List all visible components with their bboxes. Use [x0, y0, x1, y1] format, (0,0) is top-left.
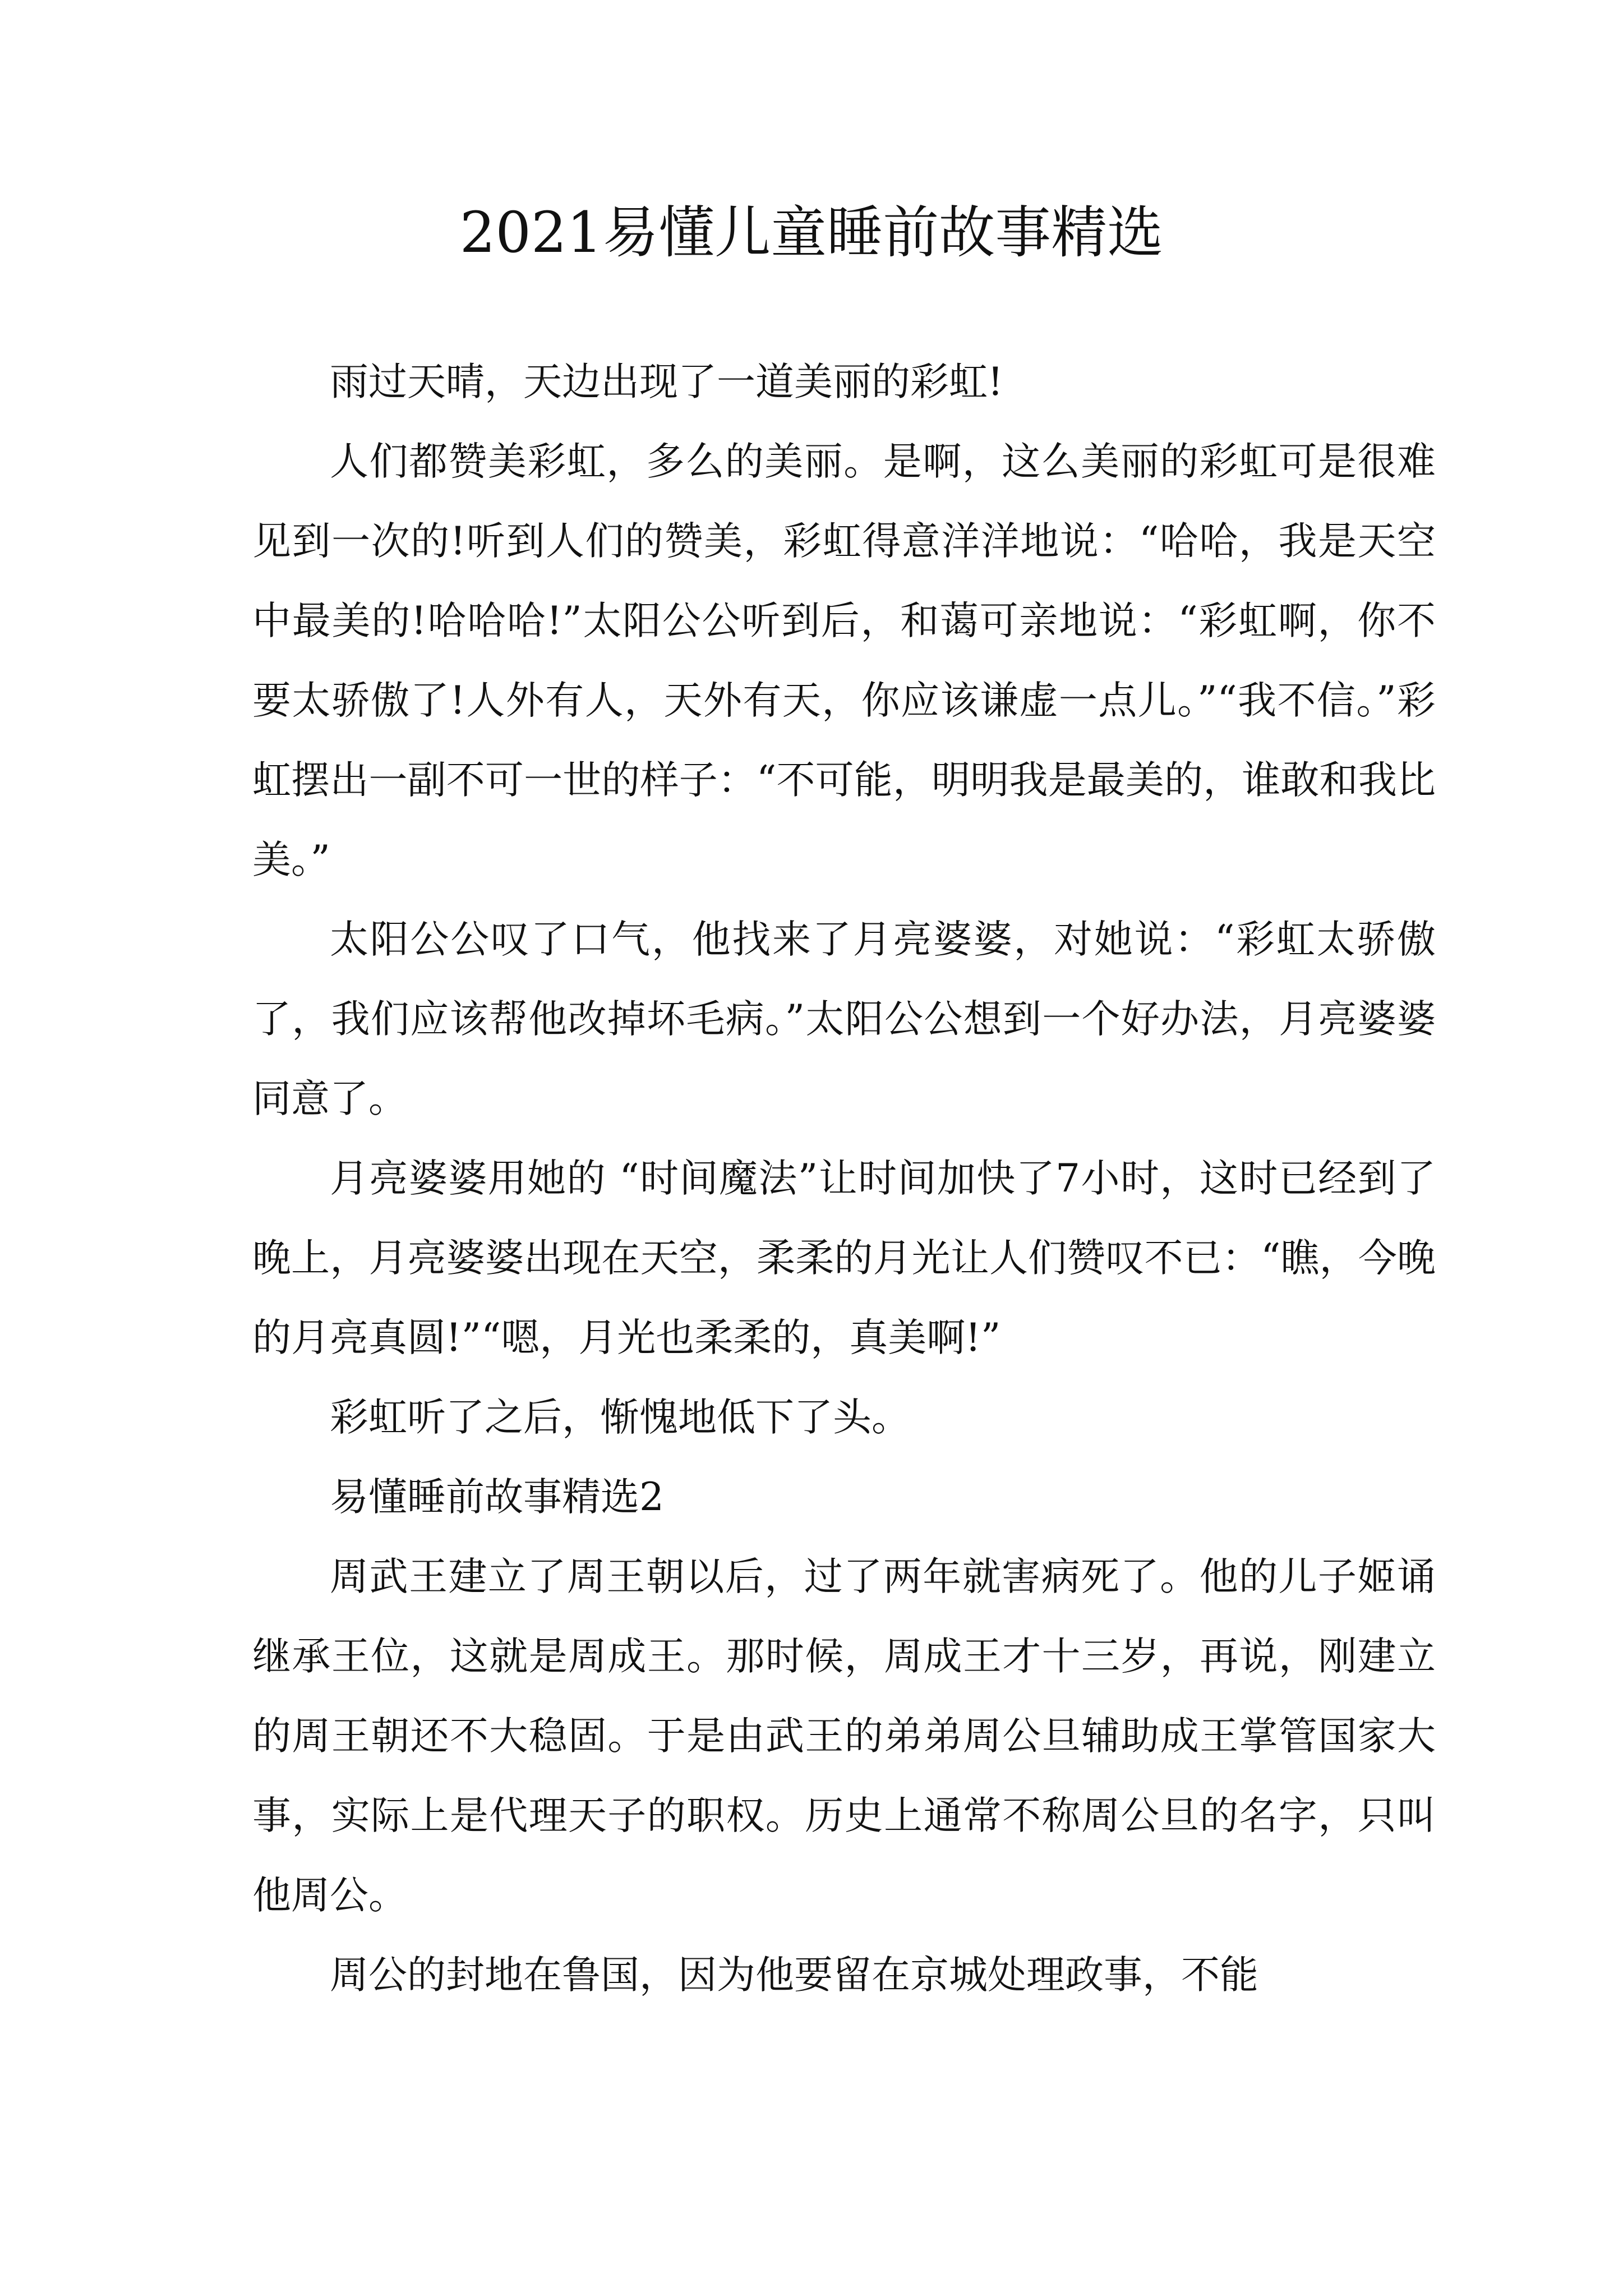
- paragraph: 太阳公公叹了口气，他找来了月亮婆婆，对她说：“彩虹太骄傲了，我们应该帮他改掉坏毛病。”太阳公公想到一个好办法，月亮婆婆同意了。: [252, 917, 1436, 1121]
- paragraph: 雨过天晴，天边出现了一道美丽的彩虹!: [330, 360, 1003, 404]
- document-body: [252, 342, 1436, 2015]
- section-heading: 易懂睡前故事精选2: [330, 1475, 664, 1520]
- document-title: 2021易懂儿童睡前故事精选: [459, 200, 1164, 265]
- paragraph: 月亮婆婆用她的 “时间魔法”让时间加快了7小时，这时已经到了晚上，月亮婆婆出现在天空，柔柔的月光让人们赞叹不已：“瞧，今晚的月亮真圆!”“嗯，月光也柔柔的，真美啊!”: [252, 1156, 1436, 1360]
- paragraph: 周武王建立了周王朝以后，过了两年就害病死了。他的儿子姬诵继承王位，这就是周成王。那时候，周成王才十三岁，再说，刚建立的周王朝还不大稳固。于是由武王的弟弟周公旦辅助成王掌管国家大事，实际上是代理天子的职权。历史上通常不称周公旦的名字，只叫他周公。: [252, 1554, 1436, 1918]
- paragraph: 彩虹听了之后，惭愧地低下了头。: [330, 1395, 910, 1440]
- paragraph: 周公的封地在鲁国，因为他要留在京城处理政事，不能: [330, 1953, 1258, 1998]
- paragraph: 人们都赞美彩虹，多么的美丽。是啊，这么美丽的彩虹可是很难见到一次的!听到人们的赞美，彩虹得意洋洋地说：“哈哈，我是天空中最美的!哈哈哈!”太阳公公听到后，和蔼可亲地说：“彩虹啊，你不要太骄傲了!人外有人，天外有天，你应该谦虚一点儿。”“我不信。”彩虹摆出一副不可一世的样子：“不可能，明明我是最美的，谁敢和我比美。”: [252, 439, 1436, 882]
